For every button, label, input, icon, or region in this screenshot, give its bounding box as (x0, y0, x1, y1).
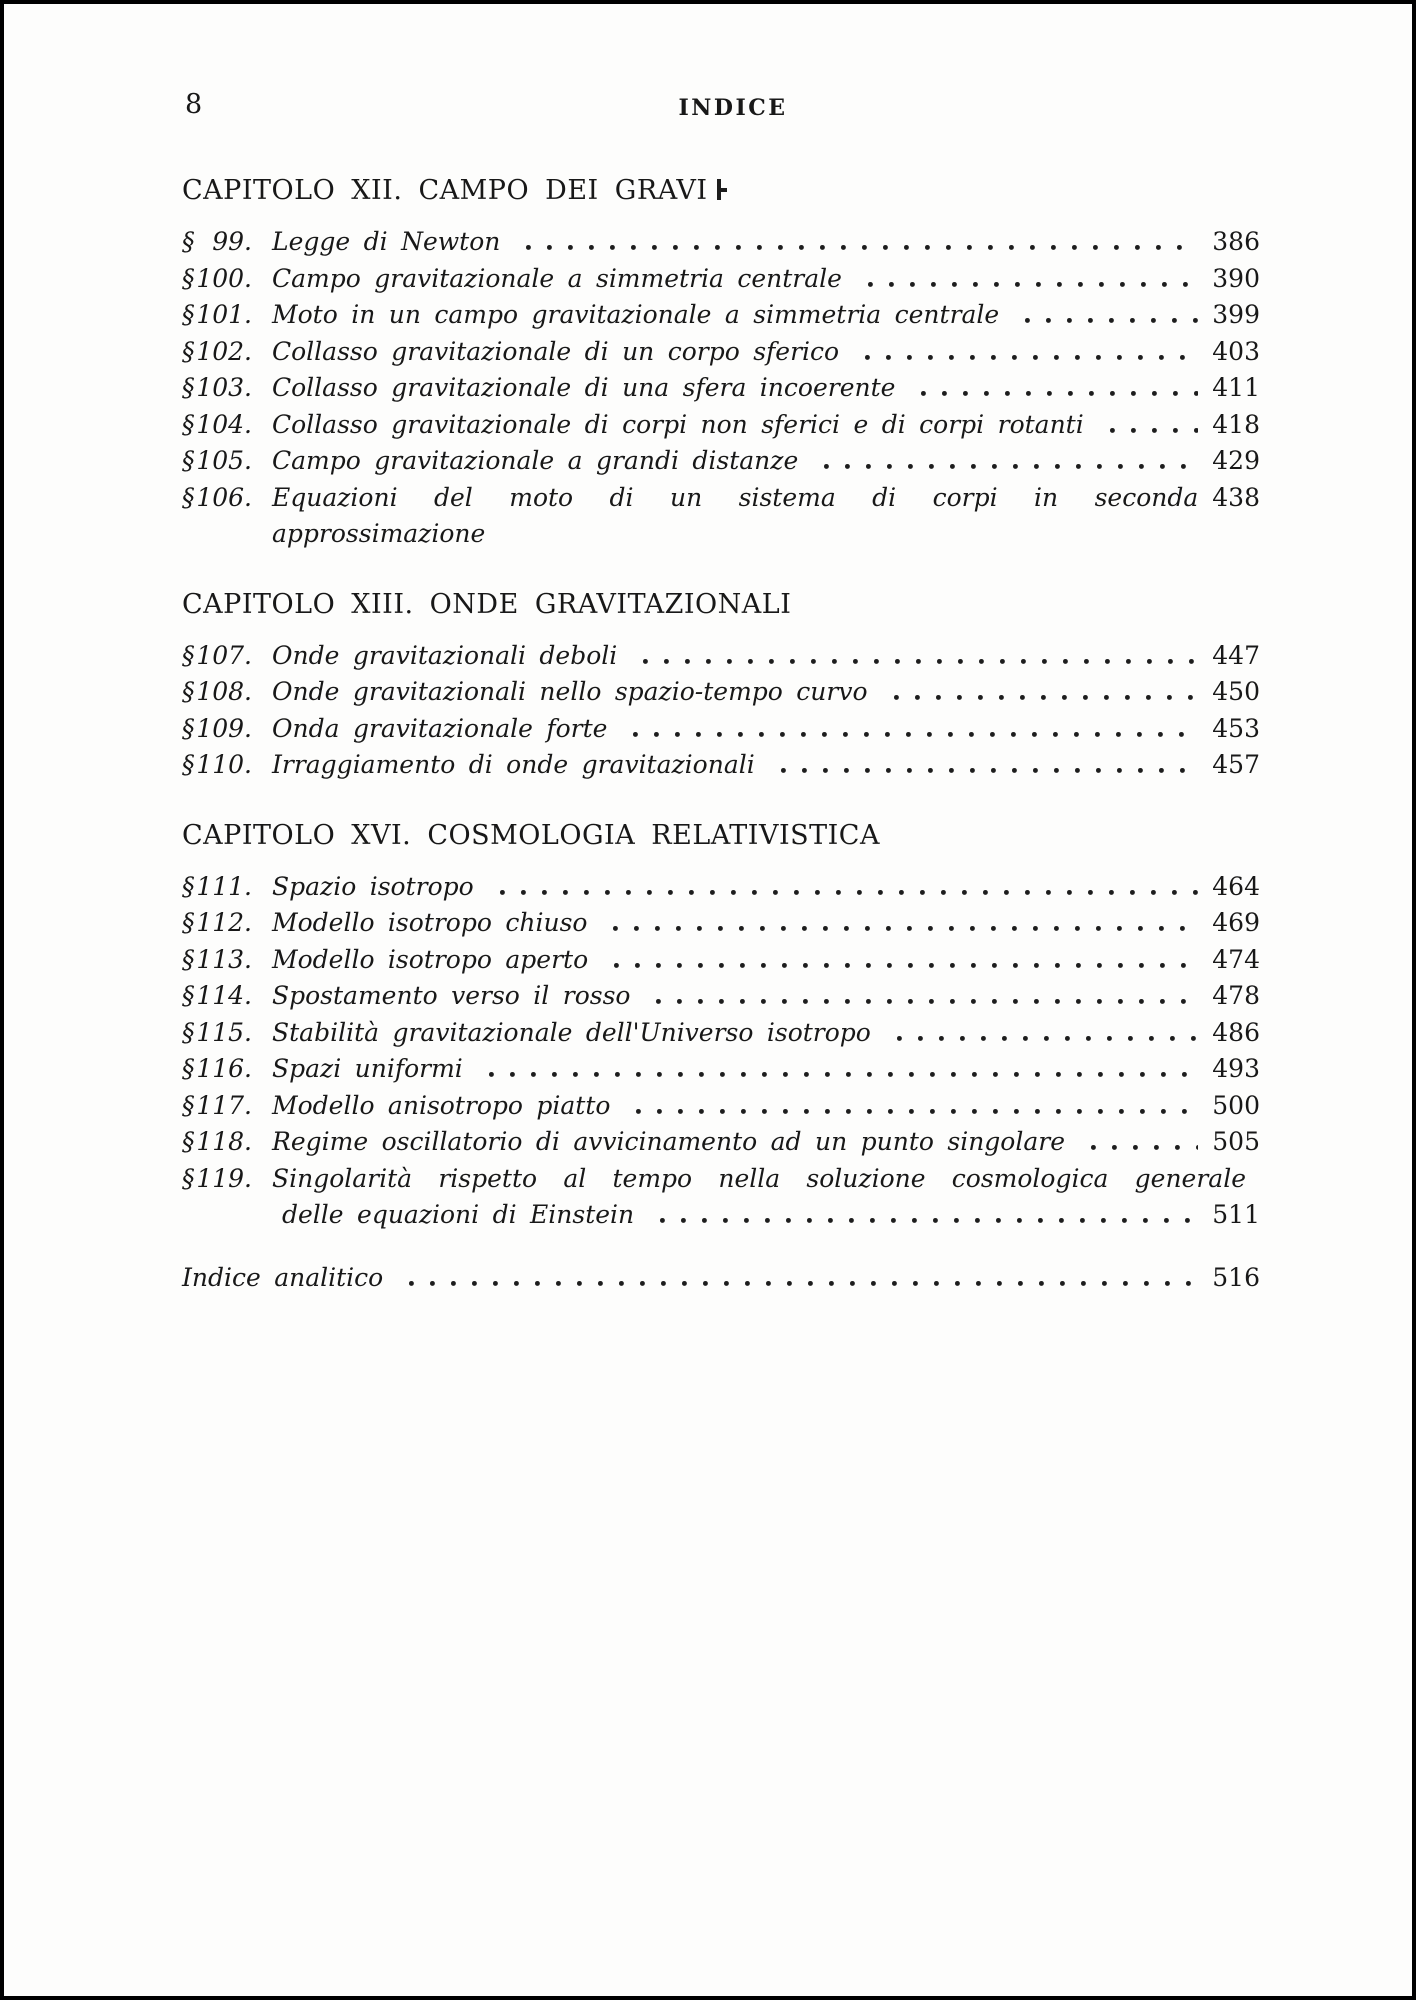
toc-entry-row (182, 747, 1260, 784)
section-num-text: 119. (196, 1163, 252, 1193)
section-num-text: 99. (212, 227, 252, 256)
section-num-text: 118. (196, 1127, 252, 1156)
dot-leader (857, 355, 1198, 360)
dot-leader (648, 999, 1198, 1004)
chapter-section (182, 820, 1260, 1234)
entry-title: Modello isotropo aperto (272, 944, 589, 974)
section-symbol: § (182, 300, 195, 329)
chapter-heading (182, 175, 1260, 207)
entry-title: Legge di Newton (272, 227, 501, 256)
entry-page-number: 505 (1212, 1127, 1260, 1156)
entry-title: Collasso gravitazionale di una sfera incoerente (272, 373, 896, 402)
section-symbol: § (182, 640, 195, 670)
table-of-contents (182, 175, 1260, 1234)
entry-page-number: 511 (1212, 1200, 1260, 1229)
section-symbol: § (182, 373, 195, 402)
section-symbol: § (182, 446, 195, 475)
entry-page-number: 411 (1212, 373, 1260, 402)
section-num-text: 114. (196, 981, 252, 1010)
section-number (182, 480, 252, 517)
chapter-heading-text: CAPITOLO XIII. ONDE GRAVITAZIONALI (182, 588, 792, 620)
page-header-title: INDICE (678, 95, 788, 121)
section-num-text: 115. (196, 1017, 252, 1047)
entry-page-number: 429 (1212, 446, 1260, 475)
section-num-text: 107. (196, 640, 252, 670)
section-number (182, 261, 252, 298)
toc-entry-row (182, 905, 1260, 942)
toc-footer (182, 1260, 1260, 1297)
section-num-text: 113. (196, 944, 252, 974)
toc-entry-row (182, 638, 1260, 675)
section-number (182, 334, 252, 371)
section-symbol: § (182, 409, 195, 439)
section-num-text: 100. (196, 263, 252, 293)
section-symbol: § (182, 713, 195, 743)
chapter-entries (182, 224, 1260, 553)
toc-entry-row (182, 1015, 1260, 1052)
dot-leader (889, 1036, 1198, 1041)
section-num-text: 101. (196, 300, 252, 329)
section-symbol: § (182, 263, 195, 293)
section-symbol: § (182, 750, 195, 779)
section-symbol: § (182, 227, 195, 256)
chapter-heading-text: CAPITOLO XVI. COSMOLOGIA RELATIVISTICA (182, 819, 880, 851)
entry-page-number: 469 (1212, 908, 1260, 937)
entry-page-number: 399 (1212, 300, 1260, 329)
entry-page-number: 453 (1212, 713, 1260, 743)
dot-leader (481, 1072, 1198, 1077)
dot-leader (401, 1281, 1198, 1286)
section-number (182, 905, 252, 942)
section-number (182, 869, 252, 906)
section-number (182, 747, 252, 784)
section-number (182, 674, 252, 711)
page-number: 8 (185, 89, 203, 120)
section-number (182, 1015, 252, 1052)
dot-leader (518, 245, 1198, 250)
section-num-text: 103. (196, 373, 252, 402)
section-number (182, 443, 252, 480)
dot-leader (1017, 318, 1198, 323)
section-num-text: 106. (196, 482, 252, 512)
toc-entry-row (182, 1161, 1260, 1198)
section-number (182, 711, 252, 748)
section-num-text: 117. (196, 1090, 252, 1120)
entry-title: Spazio isotropo (272, 871, 474, 901)
dot-leader (492, 890, 1199, 895)
entry-page-number: 386 (1212, 227, 1260, 256)
entry-title: Onde gravitazionali nello spazio-tempo curvo (272, 677, 868, 706)
chapter-entries (182, 638, 1260, 784)
section-num-text: 112. (196, 908, 252, 937)
section-symbol: § (182, 1017, 195, 1047)
dot-leader (860, 282, 1198, 287)
section-num-text: 102. (196, 336, 252, 366)
chapter-heading (182, 589, 1260, 621)
section-symbol: § (182, 871, 195, 901)
entry-title: Onda gravitazionale forte (272, 713, 608, 743)
entry-page-number: 390 (1212, 263, 1260, 293)
section-symbol: § (182, 1163, 195, 1193)
entry-title: Irraggiamento di onde gravitazionali (272, 750, 755, 779)
section-symbol: § (182, 677, 195, 706)
toc-entry-row (182, 261, 1260, 298)
entry-page-number: 486 (1212, 1017, 1260, 1047)
entry-title: Modello isotropo chiuso (272, 908, 588, 937)
section-number (182, 978, 252, 1015)
page-header (182, 90, 1260, 120)
entry-page-number: 418 (1212, 409, 1260, 439)
section-symbol: § (182, 336, 195, 366)
section-number (182, 1088, 252, 1125)
toc-entry-row (182, 297, 1260, 334)
dot-leader (1102, 428, 1199, 433)
entry-title: Equazioni del moto di un sistema di corpi in seconda approssimazione (272, 482, 1199, 548)
entry-page-number: 464 (1212, 871, 1260, 901)
entry-page-number: 447 (1212, 640, 1260, 670)
toc-entry-row (182, 370, 1260, 407)
dot-leader (816, 464, 1198, 469)
section-num-text: 109. (196, 713, 252, 743)
dot-leader (652, 1218, 1198, 1223)
toc-entry-row (182, 334, 1260, 371)
toc-entry-row (182, 674, 1260, 711)
entry-title: Regime oscillatorio di avvicinamento ad un punto singolare (272, 1127, 1066, 1156)
entry-title: Singolarità rispetto al tempo nella soluzione cosmologica generale (272, 1163, 1246, 1193)
entry-title: Collasso gravitazionale di corpi non sferici e di corpi rotanti (272, 409, 1084, 439)
section-symbol: § (182, 1054, 195, 1083)
chapter-section (182, 175, 1260, 553)
section-symbol: § (182, 1127, 195, 1156)
entry-title: Onde gravitazionali deboli (272, 640, 618, 670)
toc-entry-row (182, 1260, 1260, 1297)
section-num-text: 104. (196, 409, 252, 439)
entry-page-number: 516 (1212, 1262, 1260, 1292)
section-num-text: 108. (196, 677, 252, 706)
entry-title: Campo gravitazionale a simmetria centrale (272, 263, 842, 293)
entry-title: Campo gravitazionale a grandi distanze (272, 446, 799, 475)
dot-leader (628, 1109, 1198, 1114)
page-content (182, 4, 1260, 1296)
toc-entry-row (182, 869, 1260, 906)
toc-entry-row (182, 1051, 1260, 1088)
toc-entry-row (182, 978, 1260, 1015)
entry-page-number: 450 (1212, 677, 1260, 706)
section-symbol: § (182, 981, 195, 1010)
entry-title: Moto in un campo gravitazionale a simmetria centrale (272, 300, 1000, 329)
chapter-heading-text: CAPITOLO XII. CAMPO DEI GRAVI (182, 175, 708, 206)
toc-entry-row (182, 1197, 1260, 1234)
dot-leader (605, 926, 1198, 931)
section-num-text: 116. (196, 1054, 252, 1083)
entry-title: Spazi uniformi (272, 1054, 463, 1083)
entry-page-number: 500 (1212, 1090, 1260, 1120)
chapter-section (182, 589, 1260, 784)
toc-entry-row (182, 480, 1260, 553)
section-number (182, 370, 252, 407)
toc-entry-row (182, 443, 1260, 480)
dot-leader (886, 695, 1199, 700)
truncated-letter-artifact (716, 179, 728, 200)
dot-leader (913, 391, 1198, 396)
entry-title: Stabilità gravitazionale dell'Universo isotropo (272, 1017, 871, 1047)
section-number (182, 407, 252, 444)
section-symbol: § (182, 482, 195, 512)
section-number (182, 638, 252, 675)
section-num-text: 110. (196, 750, 252, 779)
entry-page-number: 457 (1212, 750, 1260, 779)
entry-page-number: 474 (1212, 944, 1260, 974)
section-number (182, 942, 252, 979)
entry-title: Modello anisotropo piatto (272, 1090, 611, 1120)
section-number (182, 1051, 252, 1088)
dot-leader (606, 963, 1198, 968)
dot-leader (1083, 1145, 1198, 1150)
toc-entry-row (182, 224, 1260, 261)
toc-entry-row (182, 711, 1260, 748)
dot-leader (773, 768, 1199, 773)
section-symbol: § (182, 1090, 195, 1120)
dot-leader (635, 659, 1198, 664)
entry-page-number: 403 (1212, 336, 1260, 366)
entry-title: Collasso gravitazionale di un corpo sferico (272, 336, 840, 366)
dot-leader (625, 732, 1198, 737)
chapter-entries (182, 869, 1260, 1234)
entry-page-number: 493 (1212, 1054, 1260, 1083)
entry-title: Spostamento verso il rosso (272, 981, 631, 1010)
section-number (182, 1161, 252, 1198)
section-number (182, 297, 252, 334)
entry-title: delle equazioni di Einstein (282, 1200, 635, 1229)
entry-page-number: 438 (1212, 482, 1260, 512)
section-symbol: § (182, 944, 195, 974)
section-number (182, 1124, 252, 1161)
toc-entry-row (182, 1124, 1260, 1161)
section-num-text: 111. (196, 871, 252, 901)
section-num-text: 105. (196, 446, 252, 475)
entry-page-number: 478 (1212, 981, 1260, 1010)
toc-entry-row (182, 942, 1260, 979)
toc-entry-row (182, 1088, 1260, 1125)
section-number (182, 224, 252, 261)
section-symbol: § (182, 908, 195, 937)
toc-entry-row (182, 407, 1260, 444)
chapter-heading (182, 820, 1260, 852)
entry-title: Indice analitico (182, 1262, 384, 1292)
